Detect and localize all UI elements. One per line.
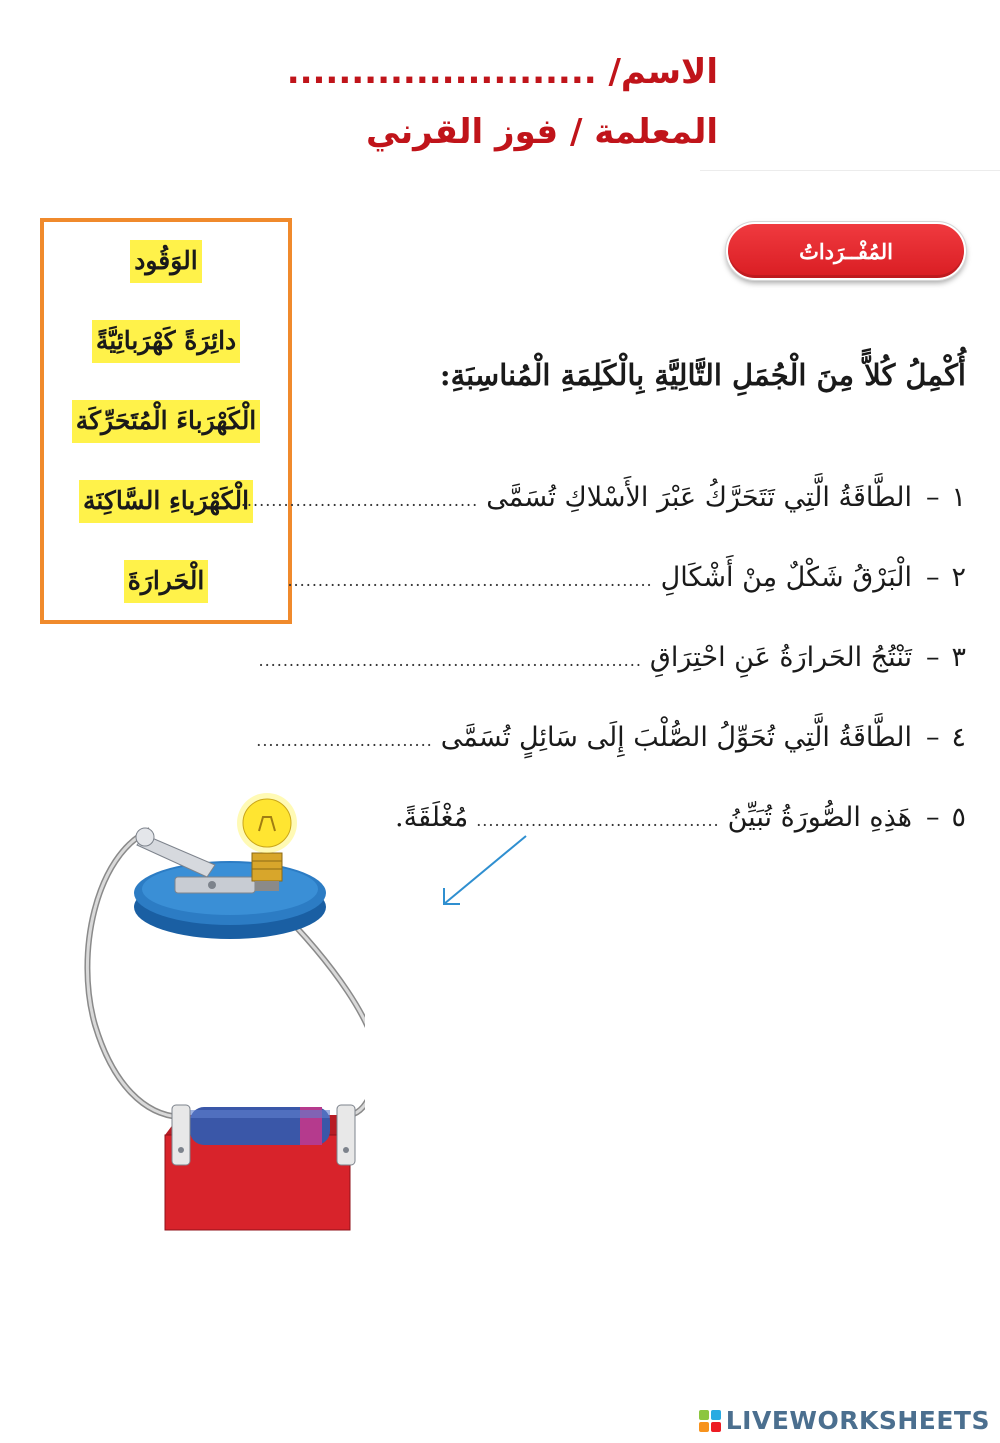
question-text: الطَّاقَةُ الَّتِي تَتَحَرَّكُ عَبْرَ الأَسْلاكِ تُسَمَّى bbox=[486, 482, 912, 513]
question-text: تَنْتُجُ الحَرارَةُ عَنِ احْتِرَاقِ bbox=[649, 642, 912, 673]
pointer-arrow-icon bbox=[436, 832, 536, 912]
answer-blank[interactable]: ....................................... bbox=[240, 491, 479, 510]
answer-blank[interactable]: ........................................ bbox=[476, 811, 720, 830]
question-3 bbox=[258, 642, 966, 673]
answer-blank[interactable]: ............................. bbox=[256, 731, 433, 750]
question-5 bbox=[395, 802, 966, 833]
question-text: هَذِهِ الصُّورَةُ تُبَيِّنُ bbox=[727, 802, 912, 833]
word-bank bbox=[40, 218, 292, 624]
header-divider bbox=[700, 170, 1000, 171]
liveworksheets-logo bbox=[698, 1406, 990, 1435]
question-1 bbox=[241, 482, 966, 513]
question-4 bbox=[256, 722, 966, 753]
question-number: ١ bbox=[951, 482, 966, 513]
word-bank-item[interactable]: الْحَرارَةَ bbox=[44, 568, 288, 593]
answer-blank[interactable]: ............................................................ bbox=[287, 571, 653, 590]
answer-blank[interactable]: ............................................................... bbox=[258, 651, 642, 670]
liveworksheets-logo-text: LIVEWORKSHEETS bbox=[725, 1406, 990, 1435]
instruction-text: أُكْمِلُ كُلاًّ مِنَ الْجُمَلِ التَّالِيَّةِ بِالْكَلِمَةِ الْمُناسِبَةِ: bbox=[439, 358, 966, 392]
question-number: ٥ bbox=[951, 802, 966, 833]
question-dash: – bbox=[925, 482, 940, 513]
question-dash: – bbox=[925, 562, 940, 593]
word-bank-item[interactable]: الْكَهْرَباءَ الْمُتَحَرِّكَة bbox=[44, 408, 288, 433]
question-dash: – bbox=[925, 802, 940, 833]
question-dash: – bbox=[925, 722, 940, 753]
question-number: ٢ bbox=[951, 562, 966, 593]
question-number: ٤ bbox=[951, 722, 966, 753]
liveworksheets-mark-icon bbox=[698, 1409, 722, 1433]
word-bank-item[interactable]: الوَقُود bbox=[44, 248, 288, 273]
word-bank-item[interactable]: الْكَهْرَباءِ السَّاكِنَة bbox=[44, 488, 288, 513]
student-name-line: الاسم/ ........................ bbox=[286, 52, 718, 92]
question-dash: – bbox=[925, 642, 940, 673]
question-text: الْبَرْقُ شَكْلٌ مِنْ أَشْكَالِ bbox=[660, 562, 912, 593]
question-number: ٣ bbox=[951, 642, 966, 673]
teacher-name-line: المعلمة / فوز القرني bbox=[366, 112, 718, 152]
circuit-illustration bbox=[75, 765, 365, 1240]
word-bank-item[interactable]: دائِرَةً كَهْرَبائِيَّةً bbox=[44, 328, 288, 353]
section-badge: المُفْــرَداتُ bbox=[726, 222, 966, 280]
question-2 bbox=[287, 562, 966, 593]
question-text-end: مُغْلَقَةً. bbox=[395, 802, 469, 833]
question-text: الطَّاقَةُ الَّتِي تُحَوِّلُ الصُّلْبَ إِلَى سَائِلٍ تُسَمَّى bbox=[440, 722, 912, 753]
